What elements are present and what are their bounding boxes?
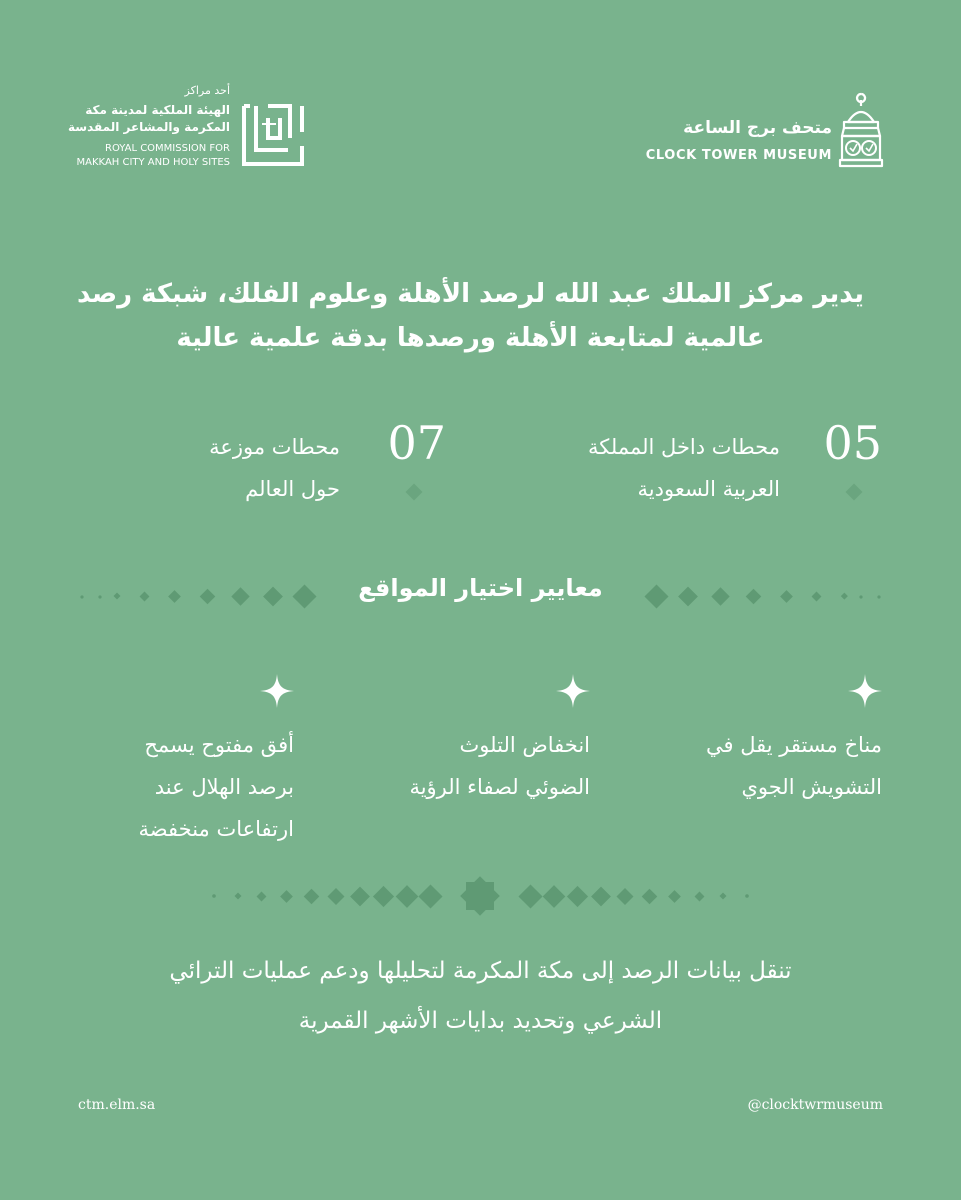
intro-line2: عالمية لمتابعة الأهلة ورصدها بدقة علمية عالية [176, 323, 765, 353]
sparkle-icon [260, 674, 294, 708]
criterion-line2: الضوئي لصفاء الرؤية [409, 775, 590, 799]
star-ornament [460, 876, 500, 916]
section-divider-right [631, 580, 891, 614]
bottom-paragraph [60, 946, 901, 1046]
stat-stations-saudi [500, 414, 890, 514]
criterion-line1: أفق مفتوح يسمح [144, 733, 294, 757]
bottom-line2: الشرعي وتحديد بدايات الأشهر القمرية [298, 1008, 663, 1034]
museum-name-arabic: متحف برج الساعة [683, 118, 832, 138]
criterion-open-horizon [60, 674, 310, 854]
royal-commission-logo [70, 84, 310, 176]
royal-commission-emblem [240, 102, 306, 168]
criterion-line1: مناخ مستقر يقل في [705, 733, 882, 757]
stat-label-line1: محطات داخل المملكة [588, 435, 780, 459]
clock-tower-museum-logo [640, 92, 890, 172]
bottom-line1: تنقل بيانات الرصد إلى مكة المكرمة لتحليلها ودعم عمليات الترائي [169, 958, 792, 984]
criterion-line2: التشويش الجوي [741, 775, 882, 799]
criterion-low-light-pollution [350, 674, 600, 824]
website-link[interactable]: ctm.elm.sa [78, 1097, 156, 1113]
stat-label-line1: محطات موزعة [209, 435, 340, 459]
diamond-ornament [406, 484, 423, 501]
criterion-line2: برصد الهلال عند [154, 775, 294, 799]
commission-name-arabic-line1: الهيئة الملكية لمدينة مكة [85, 103, 230, 117]
criterion-line1: انخفاض التلوث [459, 733, 590, 757]
stat-stations-world [70, 414, 460, 514]
commission-one-of: أحد مراكز [184, 84, 230, 97]
intro-line1: يدير مركز الملك عبد الله لرصد الأهلة وعلوم الفلك، شبكة رصد [76, 279, 865, 309]
criterion-line3: ارتفاعات منخفضة [138, 817, 294, 841]
commission-name-english-line2: MAKKAH CITY AND HOLY SITES [76, 157, 230, 168]
criterion-stable-climate [640, 674, 890, 824]
stat-number: 07 [387, 416, 446, 470]
stat-label-line2: العربية السعودية [637, 477, 780, 501]
sparkle-icon [556, 674, 590, 708]
stat-number: 05 [823, 416, 882, 470]
bottom-divider [200, 872, 761, 920]
section-title: معايير اختيار المواقع [358, 574, 603, 602]
section-divider-left [70, 580, 330, 614]
sparkle-icon [848, 674, 882, 708]
commission-name-arabic-line2: المكرمة والمشاعر المقدسة [68, 120, 230, 134]
stat-label-line2: حول العالم [245, 477, 340, 501]
commission-name-english-line1: ROYAL COMMISSION FOR [105, 143, 230, 154]
clock-tower-icon [838, 92, 884, 168]
social-handle-link[interactable]: @clocktwrmuseum [747, 1097, 883, 1113]
diamond-ornament [846, 484, 863, 501]
museum-name-english: CLOCK TOWER MUSEUM [645, 148, 832, 163]
intro-paragraph [60, 272, 881, 360]
